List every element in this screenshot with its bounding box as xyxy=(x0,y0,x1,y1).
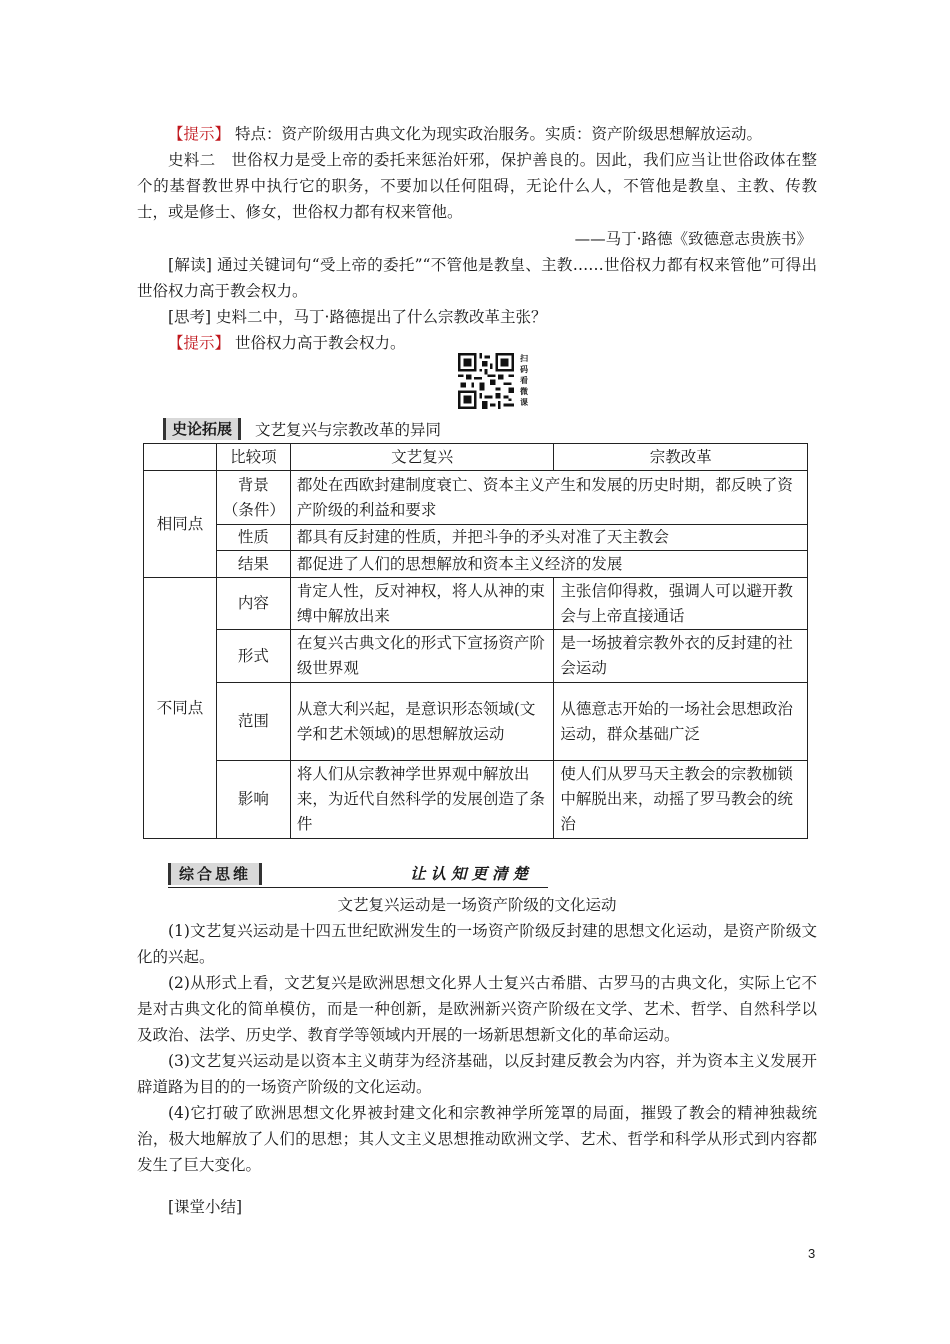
hint-tag: 【提示】 xyxy=(168,125,231,143)
divider xyxy=(168,887,548,888)
think-paragraph xyxy=(137,304,817,330)
qr-label: 扫码看微课 xyxy=(520,353,528,407)
source-paragraph-2: 史料二 世俗权力是受上帝的委托来惩治奸邪，保护善良的。因此，我们应当让世俗政体在整个的基督教世界中执行它的职务，不要加以任何阻碍，无论什么人，不管他是教皇、主教、传教士，或是修士、修女，世俗权力都有权来管他。 xyxy=(137,151,817,221)
interpret-text: 通过关键词句“受上帝的委托”“不管他是教皇、主教……世俗权力都有权来管他”可得出世俗权力高于教会权力。 xyxy=(137,256,817,300)
page-number: 3 xyxy=(808,1246,816,1261)
row-reformation: 从德意志开始的一场社会思想政治运动，群众基础广泛 xyxy=(554,683,808,761)
row-renaissance: 从意大利兴起，是意识形态领域(文学和艺术领域)的思想解放运动 xyxy=(290,683,554,761)
row-reformation: 使人们从罗马天主教会的宗教枷锁中解脱出来，动摇了罗马教会的统治 xyxy=(554,761,808,839)
comparison-table xyxy=(143,443,808,839)
qr-code-icon[interactable] xyxy=(458,353,514,409)
row-renaissance: 将人们从宗教神学世界观中解放出来，为近代自然科学的发展创造了条件 xyxy=(290,761,554,839)
row-renaissance: 肯定人性，反对神权，将人从神的束缚中解放出来 xyxy=(290,578,554,630)
section-header-synthesis xyxy=(168,863,548,889)
section-header-extension xyxy=(163,418,441,440)
table-row xyxy=(144,761,808,839)
row-renaissance: 在复兴古典文化的形式下宣扬资产阶级世界观 xyxy=(290,630,554,683)
think-tag: [思考] xyxy=(168,308,212,326)
hint-tag: 【提示】 xyxy=(168,334,231,352)
row-item: 结果 xyxy=(216,551,290,578)
row-reformation: 是一场披着宗教外衣的反封建的社会运动 xyxy=(554,630,808,683)
row-item: 内容 xyxy=(216,578,290,630)
think-text: 史料二中，马丁·路德提出了什么宗教改革主张？ xyxy=(211,308,547,326)
hint-paragraph-1 xyxy=(137,121,817,147)
row-group-same: 相同点 xyxy=(144,471,217,578)
table-row xyxy=(144,683,808,761)
table-row xyxy=(144,630,808,683)
row-item: 范围 xyxy=(216,683,290,761)
row-group-diff: 不同点 xyxy=(144,578,217,839)
table-row xyxy=(144,471,808,525)
row-value: 都处在西欧封建制度衰亡、资本主义产生和发展的历史时期，都反映了资产阶级的利益和要求 xyxy=(290,471,807,525)
point-paragraph: (1)文艺复兴运动是十四五世纪欧洲发生的一场资产阶级反封建的思想文化运动，是资产阶级文化的兴起。 xyxy=(137,922,817,966)
table-row xyxy=(144,551,808,578)
table-header: 比较项 xyxy=(216,444,290,471)
interpret-paragraph xyxy=(137,252,817,304)
hint-text: 特点：资产阶级用古典文化为现实政治服务。实质：资产阶级思想解放运动。 xyxy=(230,125,762,143)
row-item: 背景（条件） xyxy=(216,471,290,525)
table-header-row xyxy=(144,444,808,471)
section-slogan: 让认知更清楚 xyxy=(410,864,534,883)
point-paragraph: (4)它打破了欧洲思想文化界被封建文化和宗教神学所笼罩的局面，摧毁了教会的精神独裁统治，极大地解放了人们的思想；其人文主义思想推动欧洲文学、艺术、哲学和科学从形式到内容都发生了巨大变化。 xyxy=(137,1104,817,1174)
table-header: 宗教改革 xyxy=(554,444,808,471)
table-row xyxy=(144,525,808,551)
row-value: 都促进了人们的思想解放和资本主义经济的发展 xyxy=(290,551,807,578)
table-header: 文艺复兴 xyxy=(290,444,554,471)
content-title: 文艺复兴运动是一场资产阶级的文化运动 xyxy=(337,896,617,914)
interpret-tag: [解读] xyxy=(168,256,212,274)
section-title: 文艺复兴与宗教改革的异同 xyxy=(255,421,442,439)
row-item: 影响 xyxy=(216,761,290,839)
table-cell-empty xyxy=(144,444,217,471)
table-row xyxy=(144,578,808,630)
row-item: 性质 xyxy=(216,525,290,551)
row-value: 都具有反封建的性质，并把斗争的矛头对准了天主教会 xyxy=(290,525,807,551)
section-badge: 史论拓展 xyxy=(163,418,241,440)
point-paragraph: (3)文艺复兴运动是以资本主义萌芽为经济基础，以反封建反教会为内容，并为资本主义发展开辟道路为目的的一场资产阶级的文化运动。 xyxy=(137,1052,817,1096)
source-attribution: ——马丁·路德《致德意志贵族书》 xyxy=(574,230,812,248)
point-paragraph: (2)从形式上看，文艺复兴是欧洲思想文化界人士复兴古希腊、古罗马的古典文化，实际上它不是对古典文化的简单模仿，而是一种创新，是欧洲新兴资产阶级在文学、艺术、哲学、自然科学以及政治、法学、历史学、教育学等领域内开展的一场新思想新文化的革命运动。 xyxy=(137,974,817,1044)
hint-text: 世俗权力高于教会权力。 xyxy=(230,334,406,352)
section-badge: 综合思维 xyxy=(168,863,262,885)
row-item: 形式 xyxy=(216,630,290,683)
row-reformation: 主张信仰得救，强调人可以避开教会与上帝直接通话 xyxy=(554,578,808,630)
summary-label: [课堂小结] xyxy=(168,1198,243,1216)
